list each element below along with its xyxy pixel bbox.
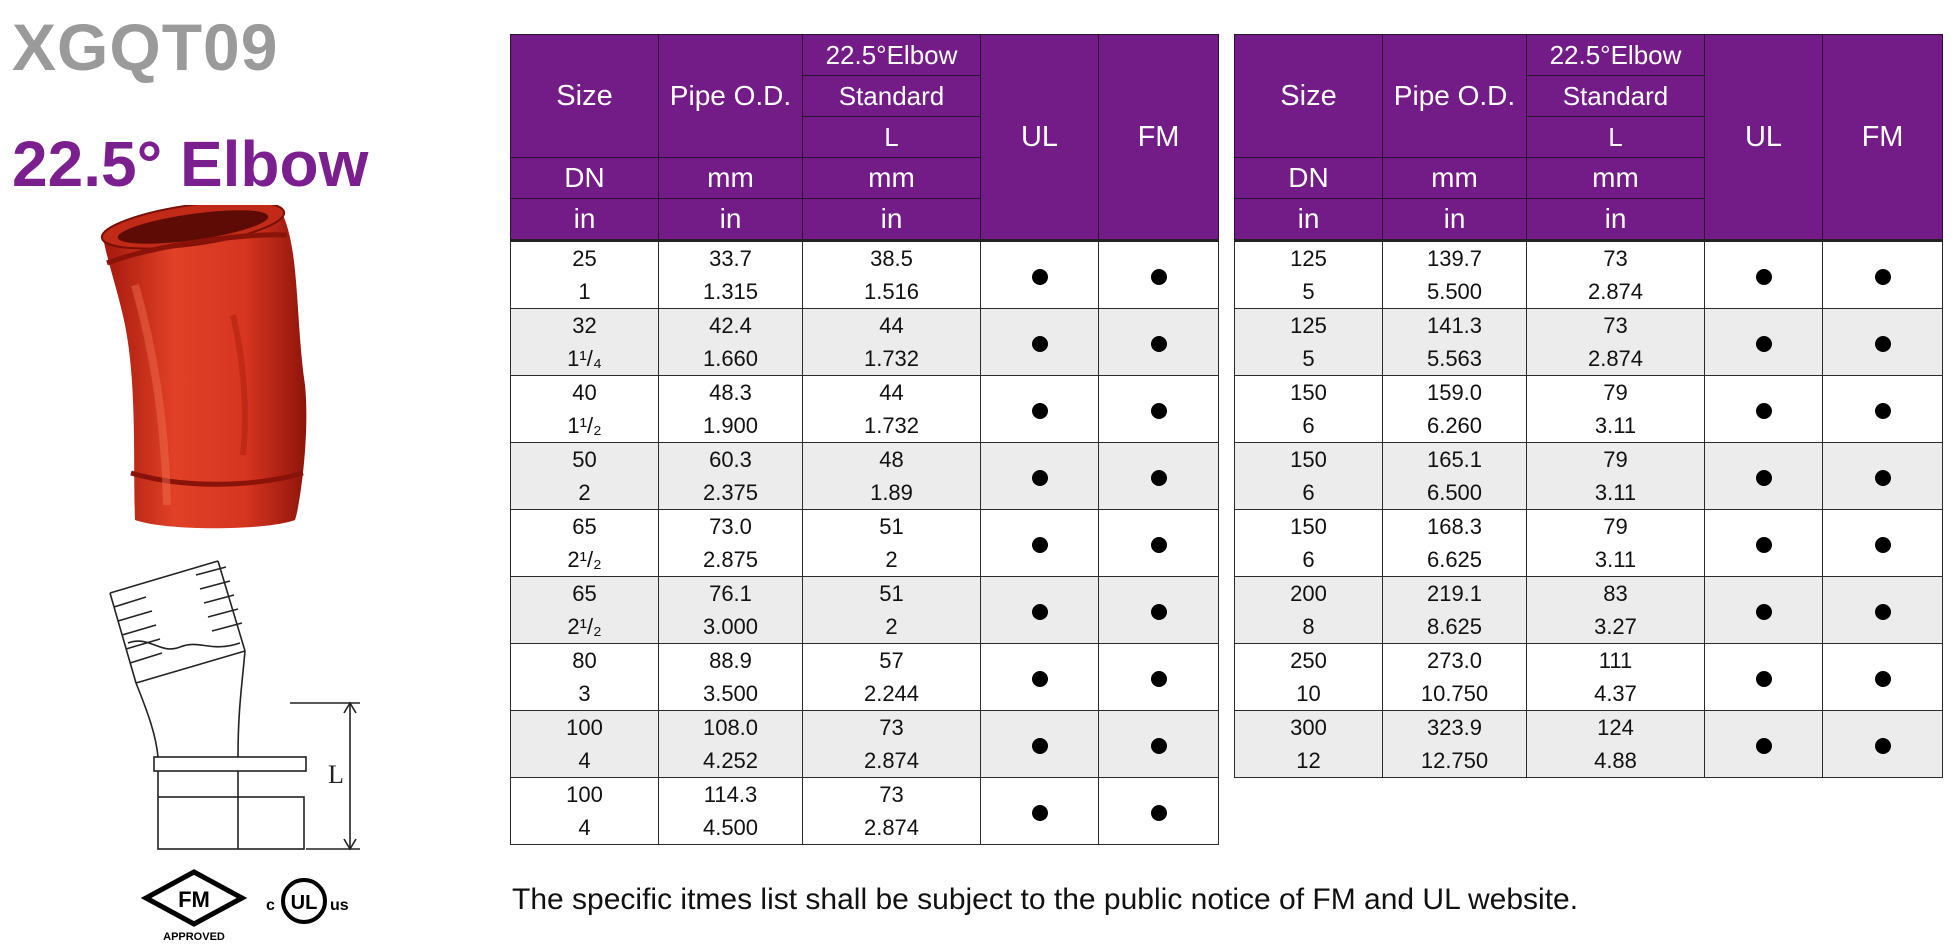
pipe-od-cell: 73.0 2.875: [659, 510, 803, 577]
header-od-in: in: [659, 199, 803, 241]
header-od-in: in: [1383, 199, 1527, 241]
header-l: L: [1527, 117, 1705, 158]
table-row: [511, 644, 1219, 711]
l-cell: 111 4.37: [1527, 644, 1705, 711]
size-cell: 125 5: [1235, 309, 1383, 376]
pipe-od-cell: 108.0 4.252: [659, 711, 803, 778]
pipe-od-cell: 88.9 3.500: [659, 644, 803, 711]
svg-text:us: us: [330, 897, 349, 914]
l-cell: 73 2.874: [803, 711, 981, 778]
header-dn: DN: [511, 158, 659, 199]
ul-cell: [981, 241, 1099, 309]
header-standard: Standard: [803, 76, 981, 117]
ul-cell: [1705, 241, 1823, 309]
header-od-mm: mm: [659, 158, 803, 199]
pipe-od-cell: 165.1 6.500: [1383, 443, 1527, 510]
l-cell: 73 2.874: [803, 778, 981, 845]
product-title: 22.5° Elbow: [12, 128, 369, 200]
ul-approved-dot: [1032, 269, 1048, 285]
ul-cell: [1705, 309, 1823, 376]
ul-approved-dot: [1032, 738, 1048, 754]
table-row: [511, 376, 1219, 443]
size-cell: 125 5: [1235, 241, 1383, 309]
l-cell: 73 2.874: [1527, 309, 1705, 376]
table-row: [1235, 577, 1943, 644]
fm-approved-dot: [1875, 269, 1891, 285]
ul-approved-dot: [1756, 336, 1772, 352]
fm-cell: [1099, 577, 1219, 644]
fm-approved-dot: [1875, 738, 1891, 754]
pipe-od-cell: 42.4 1.660: [659, 309, 803, 376]
ul-approved-dot: [1756, 738, 1772, 754]
table-row: [511, 778, 1219, 845]
fm-cell: [1099, 778, 1219, 845]
fm-cell: [1823, 577, 1943, 644]
fm-cell: [1099, 510, 1219, 577]
svg-text:UL: UL: [290, 892, 318, 914]
l-cell: 79 3.11: [1527, 376, 1705, 443]
fm-approved-dot: [1151, 805, 1167, 821]
header-size: Size: [511, 35, 659, 158]
pipe-od-cell: 60.3 2.375: [659, 443, 803, 510]
table-row: [1235, 309, 1943, 376]
ul-cell: [1705, 644, 1823, 711]
size-cell: 40 1¹/₂: [511, 376, 659, 443]
size-cell: 200 8: [1235, 577, 1383, 644]
header-l-in: in: [803, 199, 981, 241]
fm-cell: [1099, 376, 1219, 443]
size-cell: 50 2: [511, 443, 659, 510]
ul-cell: [1705, 443, 1823, 510]
ul-cell: [981, 510, 1099, 577]
spec-table-right: [1234, 34, 1943, 778]
header-od-mm: mm: [1383, 158, 1527, 199]
header-ul: UL: [1705, 35, 1823, 241]
table-row: [1235, 644, 1943, 711]
ul-approved-dot: [1756, 671, 1772, 687]
size-cell: 32 1¹/₄: [511, 309, 659, 376]
header-standard: Standard: [1527, 76, 1705, 117]
fm-approved-dot: [1151, 269, 1167, 285]
l-cell: 83 3.27: [1527, 577, 1705, 644]
fm-cell: [1823, 376, 1943, 443]
footnote: The specific itmes list shall be subject to the public notice of FM and UL website.: [512, 883, 1579, 916]
fm-approved-dot: [1875, 537, 1891, 553]
table-row: [511, 443, 1219, 510]
table-row: [1235, 510, 1943, 577]
ul-cell: [1705, 510, 1823, 577]
l-cell: 38.5 1.516: [803, 241, 981, 309]
svg-text:c: c: [266, 897, 275, 914]
ul-approved-dot: [1756, 537, 1772, 553]
svg-text:APPROVED: APPROVED: [163, 931, 225, 943]
l-cell: 73 2.874: [1527, 241, 1705, 309]
dimension-l-label: L: [328, 760, 344, 789]
l-cell: 51 2: [803, 577, 981, 644]
fm-cell: [1099, 309, 1219, 376]
header-fm: FM: [1099, 35, 1219, 241]
header-size-in: in: [1235, 199, 1383, 241]
fm-cell: [1099, 241, 1219, 309]
fm-approved-dot: [1875, 336, 1891, 352]
svg-text:FM: FM: [178, 887, 210, 912]
size-cell: 100 4: [511, 711, 659, 778]
size-cell: 250 10: [1235, 644, 1383, 711]
ul-cell: [981, 376, 1099, 443]
table-row: [1235, 443, 1943, 510]
fm-approved-dot: [1151, 403, 1167, 419]
ul-approved-dot: [1032, 671, 1048, 687]
header-size: Size: [1235, 35, 1383, 158]
fm-approved-dot: [1151, 738, 1167, 754]
ul-cell: [981, 577, 1099, 644]
ul-cell: [981, 443, 1099, 510]
ul-cell: [981, 644, 1099, 711]
fm-cell: [1099, 443, 1219, 510]
table-row: [1235, 376, 1943, 443]
table-row: [1235, 711, 1943, 778]
pipe-od-cell: 76.1 3.000: [659, 577, 803, 644]
fm-approved-dot: [1151, 604, 1167, 620]
l-cell: 44 1.732: [803, 376, 981, 443]
fm-approved-dot: [1875, 470, 1891, 486]
fm-cell: [1823, 644, 1943, 711]
l-cell: 79 3.11: [1527, 510, 1705, 577]
header-elbow: 22.5°Elbow: [803, 35, 981, 76]
size-cell: 150 6: [1235, 443, 1383, 510]
spec-table-left: [510, 34, 1219, 845]
fm-approved-dot: [1151, 336, 1167, 352]
fm-cell: [1099, 644, 1219, 711]
culus-listed-logo: [258, 872, 366, 930]
pipe-od-cell: 219.1 8.625: [1383, 577, 1527, 644]
fm-cell: [1823, 241, 1943, 309]
ul-approved-dot: [1032, 470, 1048, 486]
ul-cell: [981, 711, 1099, 778]
ul-approved-dot: [1756, 403, 1772, 419]
pipe-od-cell: 273.0 10.750: [1383, 644, 1527, 711]
pipe-od-cell: 159.0 6.260: [1383, 376, 1527, 443]
header-size-in: in: [511, 199, 659, 241]
header-elbow: 22.5°Elbow: [1527, 35, 1705, 76]
header-l-mm: mm: [1527, 158, 1705, 199]
header-dn: DN: [1235, 158, 1383, 199]
fm-approved-dot: [1151, 671, 1167, 687]
elbow-product-photo: [95, 205, 370, 535]
size-cell: 65 2¹/₂: [511, 510, 659, 577]
header-pipe-od: Pipe O.D.: [659, 35, 803, 158]
fm-cell: [1823, 309, 1943, 376]
table-row: [511, 309, 1219, 376]
l-cell: 44 1.732: [803, 309, 981, 376]
l-cell: 57 2.244: [803, 644, 981, 711]
l-cell: 51 2: [803, 510, 981, 577]
ul-approved-dot: [1756, 269, 1772, 285]
fm-approved-dot: [1875, 604, 1891, 620]
ul-approved-dot: [1756, 604, 1772, 620]
header-l: L: [803, 117, 981, 158]
fm-approved-dot: [1875, 671, 1891, 687]
l-cell: 79 3.11: [1527, 443, 1705, 510]
pipe-od-cell: 48.3 1.900: [659, 376, 803, 443]
size-cell: 25 1: [511, 241, 659, 309]
size-cell: 80 3: [511, 644, 659, 711]
pipe-od-cell: 33.7 1.315: [659, 241, 803, 309]
table-row: [511, 711, 1219, 778]
header-l-mm: mm: [803, 158, 981, 199]
pipe-od-cell: 323.9 12.750: [1383, 711, 1527, 778]
pipe-od-cell: 114.3 4.500: [659, 778, 803, 845]
pipe-od-cell: 141.3 5.563: [1383, 309, 1527, 376]
fm-approved-dot: [1875, 403, 1891, 419]
ul-approved-dot: [1032, 604, 1048, 620]
elbow-dimension-drawing: [100, 535, 415, 857]
ul-approved-dot: [1032, 336, 1048, 352]
fm-approved-dot: [1151, 537, 1167, 553]
table-row: [511, 577, 1219, 644]
size-cell: 300 12: [1235, 711, 1383, 778]
pipe-od-cell: 139.7 5.500: [1383, 241, 1527, 309]
ul-cell: [1705, 711, 1823, 778]
header-pipe-od: Pipe O.D.: [1383, 35, 1527, 158]
l-cell: 124 4.88: [1527, 711, 1705, 778]
fm-cell: [1823, 443, 1943, 510]
table-row: [511, 510, 1219, 577]
ul-cell: [1705, 577, 1823, 644]
ul-approved-dot: [1032, 403, 1048, 419]
size-cell: 100 4: [511, 778, 659, 845]
table-row: [511, 241, 1219, 309]
ul-cell: [981, 309, 1099, 376]
ul-approved-dot: [1032, 537, 1048, 553]
header-ul: UL: [981, 35, 1099, 241]
fm-cell: [1823, 510, 1943, 577]
model-code: XGQT09: [12, 10, 279, 84]
size-cell: 65 2¹/₂: [511, 577, 659, 644]
fm-cell: [1823, 711, 1943, 778]
ul-approved-dot: [1032, 805, 1048, 821]
table-row: [1235, 241, 1943, 309]
fm-approved-dot: [1151, 470, 1167, 486]
size-cell: 150 6: [1235, 510, 1383, 577]
size-cell: 150 6: [1235, 376, 1383, 443]
header-fm: FM: [1823, 35, 1943, 241]
ul-cell: [1705, 376, 1823, 443]
ul-cell: [981, 778, 1099, 845]
fm-approved-logo: [140, 868, 248, 944]
header-l-in: in: [1527, 199, 1705, 241]
pipe-od-cell: 168.3 6.625: [1383, 510, 1527, 577]
ul-approved-dot: [1756, 470, 1772, 486]
fm-cell: [1099, 711, 1219, 778]
l-cell: 48 1.89: [803, 443, 981, 510]
